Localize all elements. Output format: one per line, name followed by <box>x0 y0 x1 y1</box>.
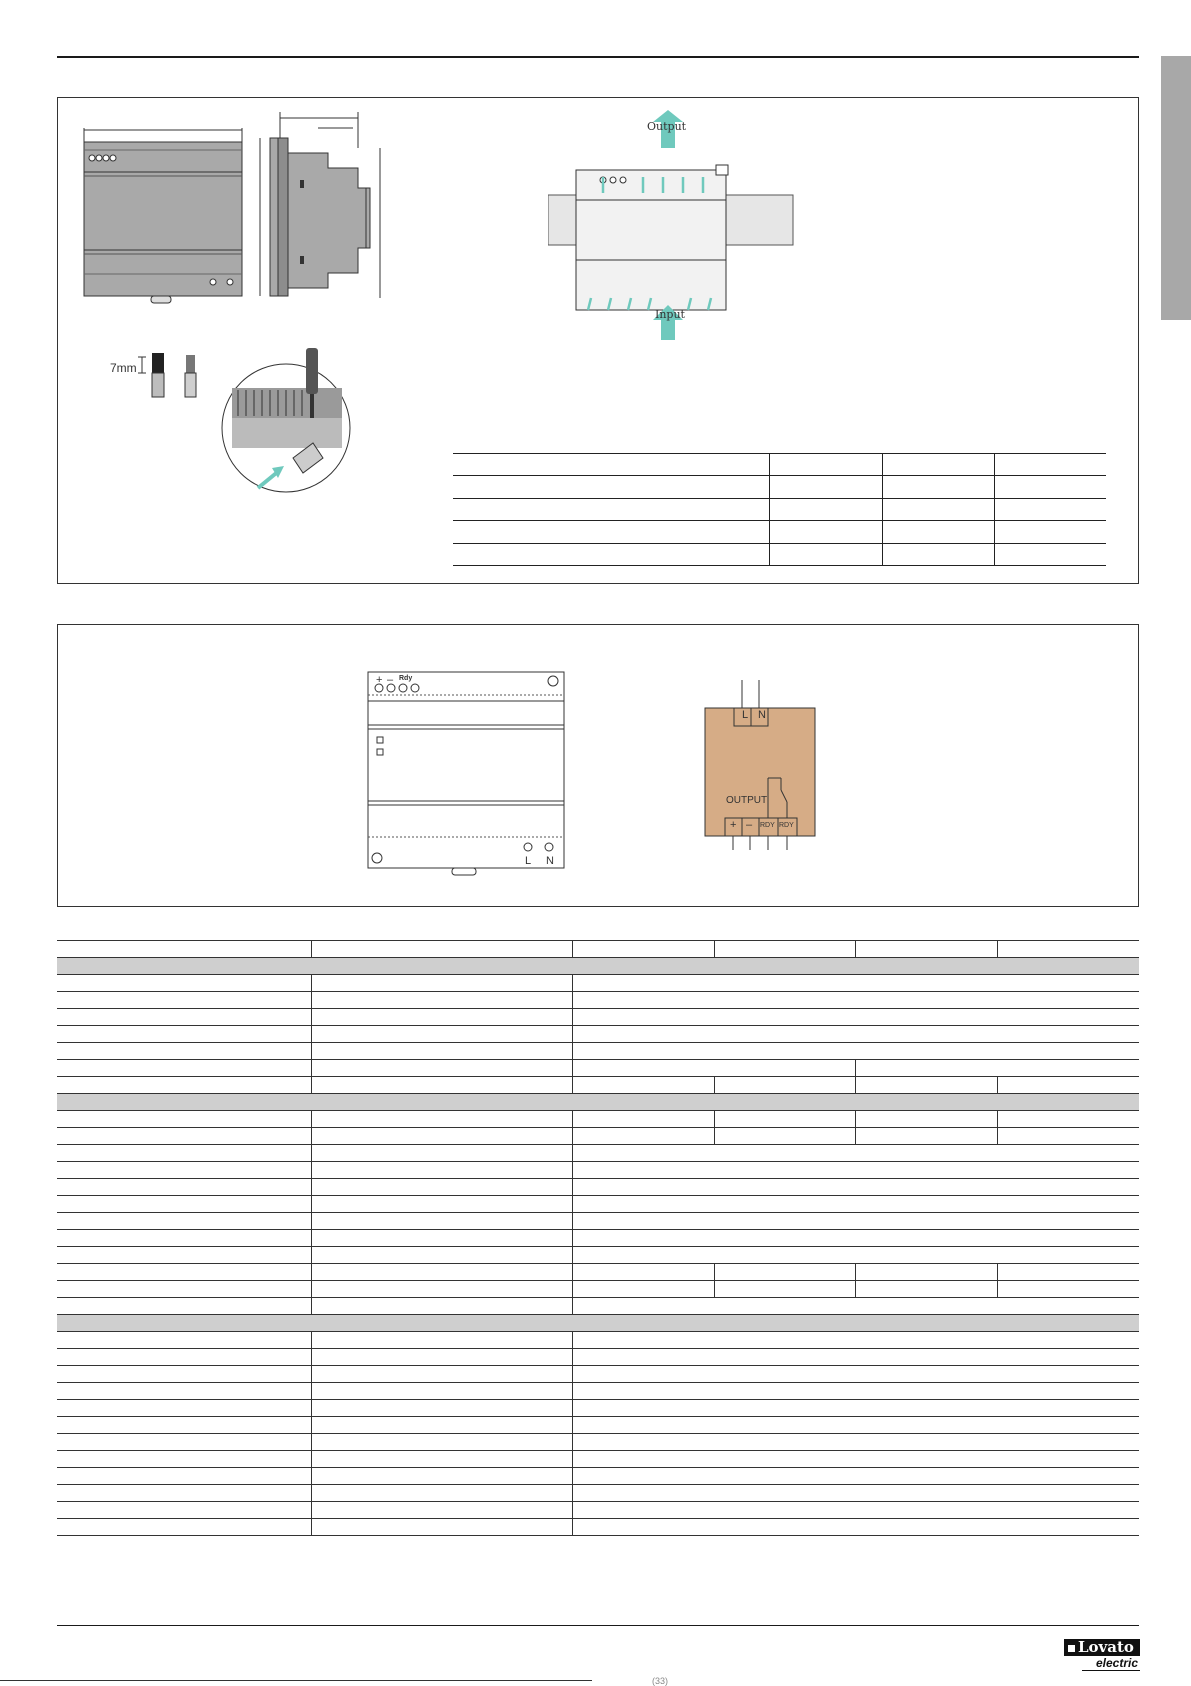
spec-row <box>57 975 1139 992</box>
page-number: (33) <box>652 1676 669 1686</box>
spec-row <box>57 1043 1139 1060</box>
spec-row <box>57 1230 1139 1247</box>
spec-row <box>57 1247 1139 1264</box>
spec-section-row <box>57 1315 1139 1332</box>
front-term-N: N <box>546 855 554 867</box>
schematic-N: N <box>758 709 766 721</box>
spec-section-row <box>57 1094 1139 1111</box>
top-rule <box>57 56 1139 58</box>
front-terminal-drawing <box>367 671 567 876</box>
schematic-rdy-1: RDY <box>760 822 775 829</box>
spec-row <box>57 1213 1139 1230</box>
airflow-drawing <box>548 110 798 340</box>
lovato-logo <box>1064 1639 1140 1673</box>
spec-row <box>57 1009 1139 1026</box>
spec-row <box>57 1468 1139 1485</box>
spec-row <box>57 1298 1139 1315</box>
spec-row <box>57 1162 1139 1179</box>
side-tab <box>1161 56 1191 320</box>
spec-section-row <box>57 958 1139 975</box>
spec-row <box>57 1417 1139 1434</box>
spec-row <box>57 1485 1139 1502</box>
spec-row <box>57 941 1139 958</box>
front-view-drawing <box>78 128 278 308</box>
footer-rule <box>0 1680 592 1681</box>
spec-row <box>57 1145 1139 1162</box>
spec-row <box>57 1400 1139 1417</box>
spec-row <box>57 1281 1139 1298</box>
spec-row <box>57 1077 1139 1094</box>
bottom-rule <box>57 1625 1139 1626</box>
wire-strip-drawing <box>138 353 218 403</box>
side-view-drawing <box>258 108 408 308</box>
spec-row <box>57 992 1139 1009</box>
schematic-plus: + <box>730 819 737 831</box>
front-term-rdy: Rdy <box>399 675 413 682</box>
panel-dimensions <box>57 97 1139 584</box>
front-term-L: L <box>525 855 532 867</box>
spec-row <box>57 1196 1139 1213</box>
spec-row <box>57 1451 1139 1468</box>
schematic-rdy-2: RDY <box>779 822 794 829</box>
input-label: Input <box>655 308 685 321</box>
strip-length-label: 7mm <box>110 361 137 375</box>
spec-row <box>57 1383 1139 1400</box>
panel-terminals <box>57 624 1139 907</box>
dimensions-table <box>453 453 1106 566</box>
spec-table <box>57 940 1139 1536</box>
logo-brand: Lovato <box>1078 1638 1134 1656</box>
spec-row <box>57 1349 1139 1366</box>
front-term-plus: + <box>376 674 383 686</box>
spec-row <box>57 1366 1139 1383</box>
spec-row <box>57 1264 1139 1281</box>
spec-row <box>57 1179 1139 1196</box>
spec-row <box>57 1502 1139 1519</box>
schematic-L: L <box>742 709 749 721</box>
spec-row <box>57 1111 1139 1128</box>
front-term-minus: – <box>387 674 394 686</box>
logo-sub: electric <box>1095 1656 1138 1670</box>
spec-row <box>57 1519 1139 1536</box>
spec-row <box>57 1434 1139 1451</box>
spec-row <box>57 1332 1139 1349</box>
schematic-output: OUTPUT <box>726 795 768 806</box>
spec-row <box>57 1026 1139 1043</box>
spec-row <box>57 1060 1139 1077</box>
schematic-minus: – <box>746 819 753 831</box>
terminal-insertion-drawing <box>218 348 358 498</box>
spec-row <box>57 1128 1139 1145</box>
output-label: Output <box>647 120 687 133</box>
